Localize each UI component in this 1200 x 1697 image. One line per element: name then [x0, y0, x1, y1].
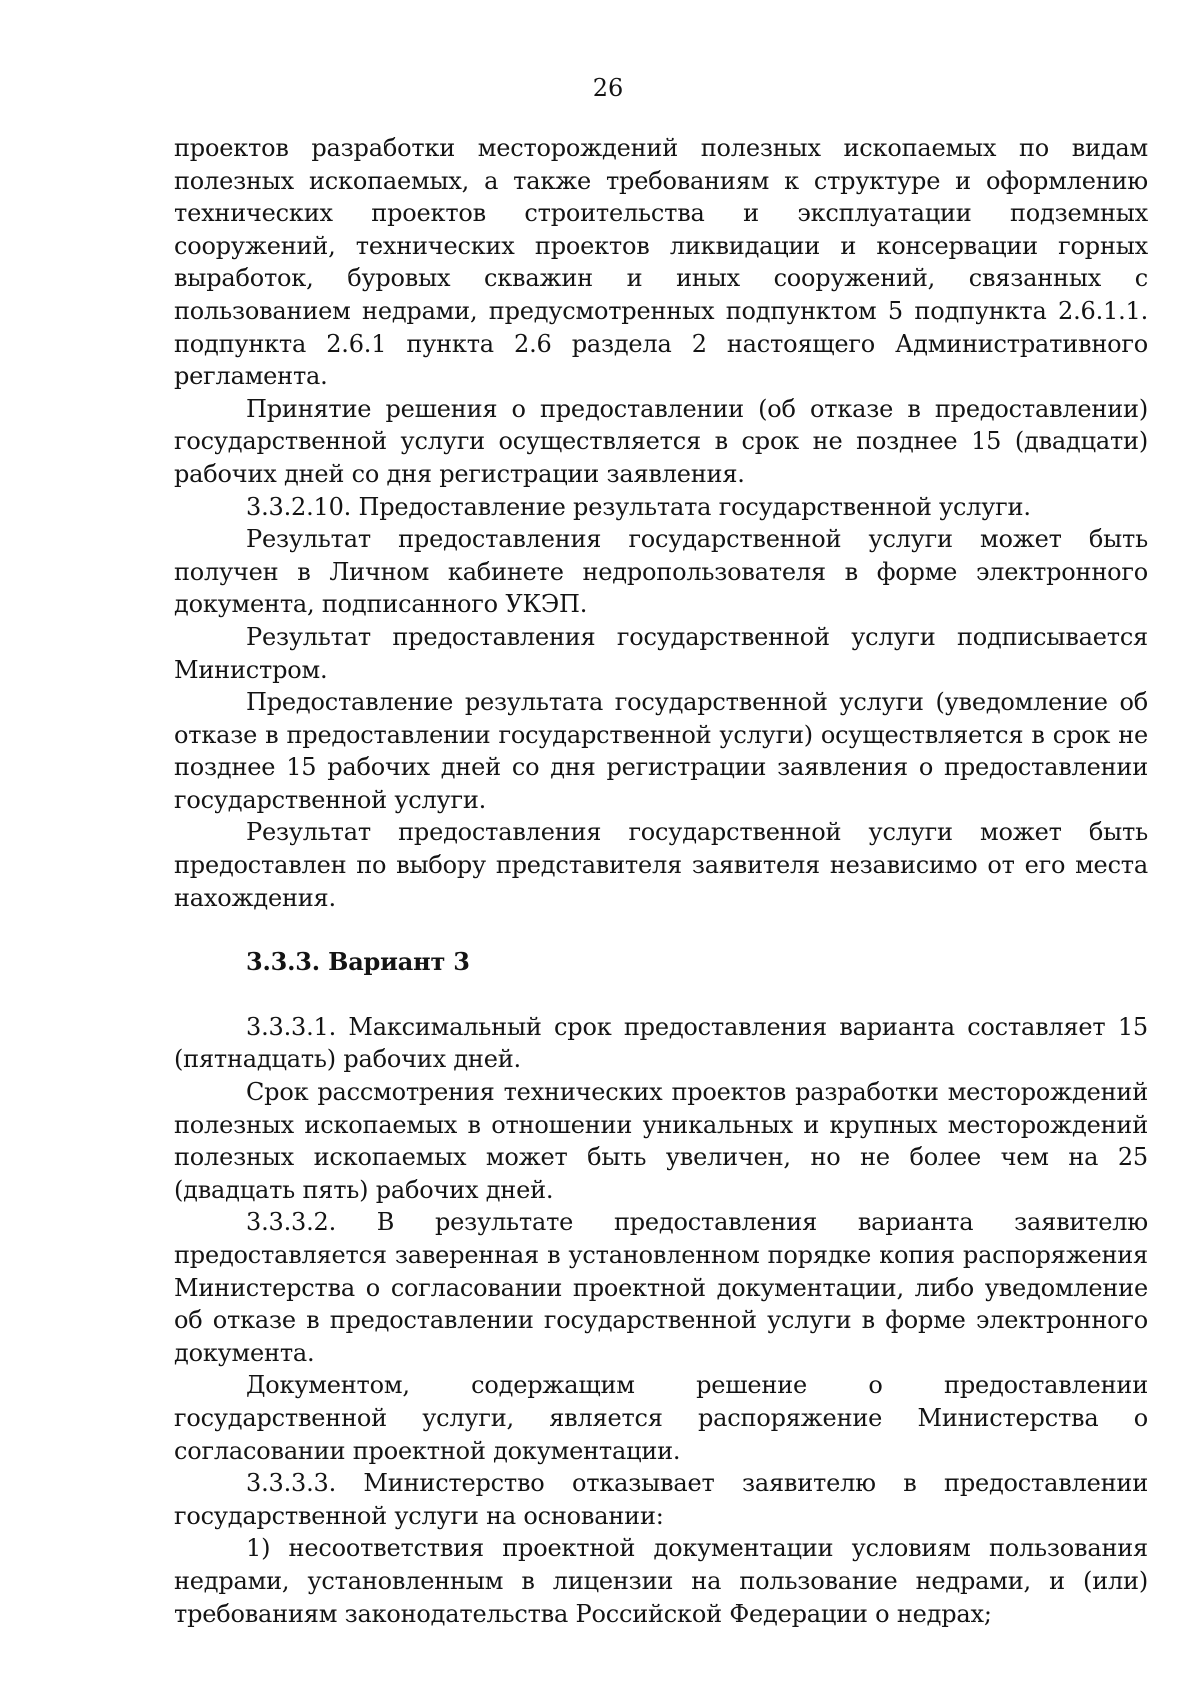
paragraph: Результат предоставления государственной услуги может быть предоставлен по выбору представителя заявителя независимо от его места нахождения.	[174, 818, 1148, 912]
paragraph: 3.3.3.3. Министерство отказывает заявителю в предоставлении государственной услуги на основании:	[174, 1469, 1148, 1530]
paragraph: проектов разработки месторождений полезных ископаемых по видам полезных ископаемых, а также требованиям к структуре и оформлению технических проектов строительства и эксплуатации подземных сооружений, технических проектов ликвидации и консервации горных выработок, буровых скважин и иных сооружений, связанных с пользованием недрами, предусмотренных подпунктом 5 подпункта 2.6.1.1. подпункта 2.6.1 пункта 2.6 раздела 2 настоящего Административного регламента.	[174, 134, 1148, 391]
document-body	[174, 132, 1148, 1630]
paragraph: 3.3.3.1. Максимальный срок предоставления варианта составляет 15 (пятнадцать) рабочих дней.	[174, 1012, 1148, 1074]
paragraph: Принятие решения о предоставлении (об отказе в предоставлении) государственной услуги осуществляется в срок не позднее 15 (двадцати) рабочих дней со дня регистрации заявления.	[174, 394, 1148, 488]
paragraph: Предоставление результата государственной услуги (уведомление об отказе в предоставлении государственной услуги) осуществляется в срок не позднее 15 рабочих дней со дня регистрации заявления о предоставлении государственной услуги.	[174, 688, 1148, 814]
paragraph: Документом, содержащим решение о предоставлении государственной услуги, является распоряжение Министерства о согласовании проектной документации.	[174, 1371, 1148, 1465]
paragraph: 3.3.3.2. В результате предоставления варианта заявителю предоставляется заверенная в установленном порядке копия распоряжения Министерства о согласовании проектной документации, либо уведомление об отказе в предоставлении государственной услуги в форме электронного документа.	[174, 1208, 1148, 1367]
paragraph: 3.3.2.10. Предоставление результата государственной услуги.	[246, 492, 1031, 521]
paragraph: 1) несоответствия проектной документации условиям пользования недрами, установленным в лицензии на пользование недрами, и (или) требованиям законодательства Российской Федерации о недрах;	[174, 1534, 1148, 1628]
section-heading: 3.3.3. Вариант 3	[246, 947, 470, 977]
paragraph: Результат предоставления государственной услуги может быть получен в Личном кабинете недропользователя в форме электронного документа, подписанного УКЭП.	[174, 525, 1148, 619]
page-number: 26	[592, 74, 624, 102]
paragraph: Срок рассмотрения технических проектов разработки месторождений полезных ископаемых в отношении уникальных и крупных месторождений полезных ископаемых может быть увеличен, но не более чем на 25 (двадцать пять) рабочих дней.	[174, 1078, 1148, 1204]
paragraph: Результат предоставления государственной услуги подписывается Министром.	[174, 622, 1148, 684]
